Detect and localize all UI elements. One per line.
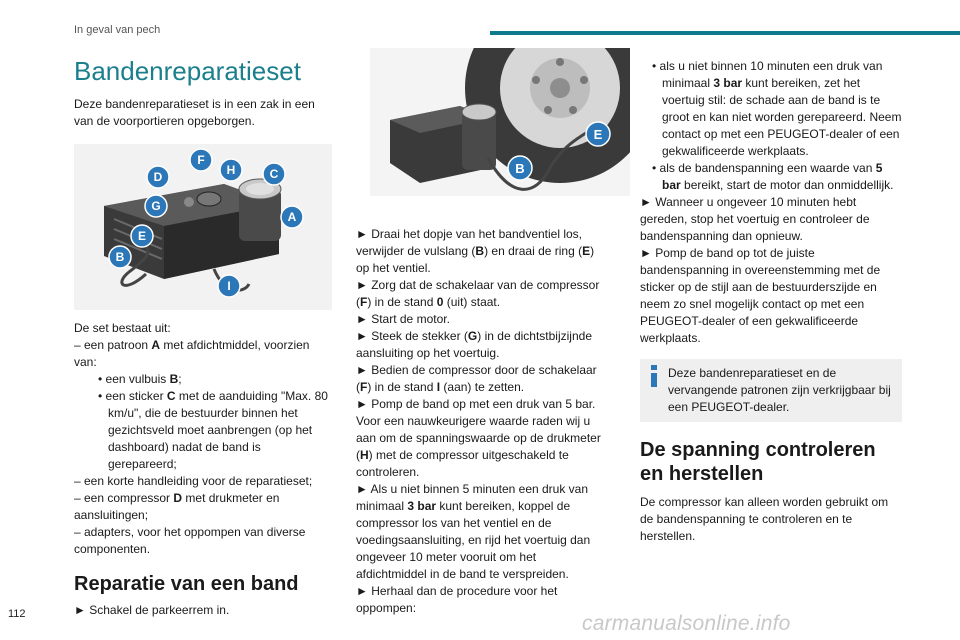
step-start-engine: ► Start de motor. bbox=[356, 312, 450, 326]
label-C: C bbox=[269, 167, 279, 181]
step-repeat: ► Herhaal dan de procedure voor het oppompen: bbox=[356, 584, 558, 615]
label-A: A bbox=[287, 210, 297, 224]
set-item-manual: – een korte handleiding voor de reparatieset; bbox=[74, 474, 313, 488]
step-check-again: ► Wanneer u ongeveer 10 minuten hebt gereden, stop het voertuig en controleer de bandenspanning dan opnieuw. bbox=[640, 195, 870, 243]
column-3 bbox=[640, 58, 902, 545]
watermark: carmanualsonline.info bbox=[582, 612, 791, 635]
label-E: E bbox=[137, 229, 147, 243]
label-G: G bbox=[151, 199, 161, 213]
compressor-illustration bbox=[74, 144, 332, 310]
step-valve: ► Draai het dopje van het bandventiel los, verwijder de vulslang (B) en draai de ring (E) op het ventiel. bbox=[356, 227, 595, 275]
step-low-pressure: ► Als u niet binnen 5 minuten een druk van minimaal 3 bar kunt bereiken, koppel de compressor los van het ventiel en de voedingsaansluiting, en rijd het voertuig dan ongeveer 10 meter vooruit om het afdichtmiddel in de band te verspreiden. bbox=[356, 482, 591, 581]
page-title: Bandenreparatieset bbox=[74, 56, 301, 86]
label-B: B bbox=[115, 250, 125, 264]
bullet-no-pressure: • als u niet binnen 10 minuten een druk van minimaal 3 bar kunt bereiken, zet het voertuig stil: de schade aan de band is te groot en kan niet worden gerepareerd. Neem contact op met een PEUGEOT-dealer of een gekwalificeerde werkplaats. bbox=[652, 59, 902, 158]
step-parking-brake: ► Schakel de parkeerrem in. bbox=[74, 603, 230, 617]
step-correct-pressure: ► Pomp de band op tot de juiste bandenspanning in overeenstemming met de sticker op de stijl aan de bestuurderszijde en neem zo snel mogelijk contact op met een PEUGEOT-dealer of een gekwalificeerde werkplaats. bbox=[640, 246, 881, 345]
intro-text: Deze bandenreparatieset is in een zak in een van de voorportieren opgeborgen. bbox=[74, 97, 315, 128]
bullet-pressure-reached: • als de bandenspanning een waarde van 5 bar bereikt, start de motor dan onmiddellijk. bbox=[652, 161, 894, 192]
page-number: 112 bbox=[8, 608, 26, 620]
set-item-compressor: – een compressor D met drukmeter en aansluitingen; bbox=[74, 491, 280, 522]
info-note-text: Deze bandenreparatieset en de vervangende patronen zijn verkrijgbaar bij een PEUGEOT-dealer. bbox=[668, 366, 891, 414]
label-F: F bbox=[197, 153, 205, 167]
step-switch-off: ► Zorg dat de schakelaar van de compressor (F) in de stand 0 (uit) staat. bbox=[356, 278, 600, 309]
tyre-valve-figure bbox=[370, 48, 630, 196]
label-H: H bbox=[226, 163, 236, 177]
step-inflate: ► Pomp de band op met een druk van 5 bar. Voor een nauwkeurigere waarde raden wij u aan om de spanningswaarde op de drukmeter (H) met de compressor uitgeschakeld te controleren. bbox=[356, 397, 601, 479]
column-2 bbox=[356, 54, 606, 617]
tyre-illustration bbox=[370, 48, 630, 196]
step-plug-in: ► Steek de stekker (G) in de dichtstbijzijnde aansluiting op het voertuig. bbox=[356, 329, 592, 360]
section-heading-repair: Reparatie van een band bbox=[74, 573, 299, 595]
column-1 bbox=[74, 54, 332, 619]
info-note bbox=[640, 359, 902, 422]
label-E: E bbox=[593, 127, 603, 142]
header-accent-bar bbox=[490, 31, 960, 35]
pressure-intro: De compressor kan alleen worden gebruikt om de bandenspanning te controleren en te herstellen. bbox=[640, 495, 889, 543]
running-header: In geval van pech bbox=[74, 24, 161, 36]
label-I: I bbox=[227, 279, 231, 293]
step-switch-on: ► Bedien de compressor door de schakelaar (F) in de stand I (aan) te zetten. bbox=[356, 363, 597, 394]
label-B: B bbox=[515, 161, 525, 176]
set-item-adapters: – adapters, voor het oppompen van diverse componenten. bbox=[74, 525, 306, 556]
set-item-cartridge: – een patroon A met afdichtmiddel, voorzien van: bbox=[74, 338, 310, 369]
set-subitem-hose: • een vulbuis B; bbox=[98, 372, 182, 386]
set-intro: De set bestaat uit: bbox=[74, 321, 171, 335]
set-subitem-sticker: • een sticker C met de aanduiding "Max. 80 km/u", die de bestuurder binnen het gezichtsveld moet aanbrengen (op het dashboard) nadat de band is gerepareerd; bbox=[98, 389, 328, 471]
info-icon bbox=[648, 365, 660, 387]
section-heading-pressure: De spanning controleren en herstellen bbox=[640, 439, 876, 485]
compressor-kit-figure bbox=[74, 144, 332, 310]
label-D: D bbox=[153, 170, 163, 184]
